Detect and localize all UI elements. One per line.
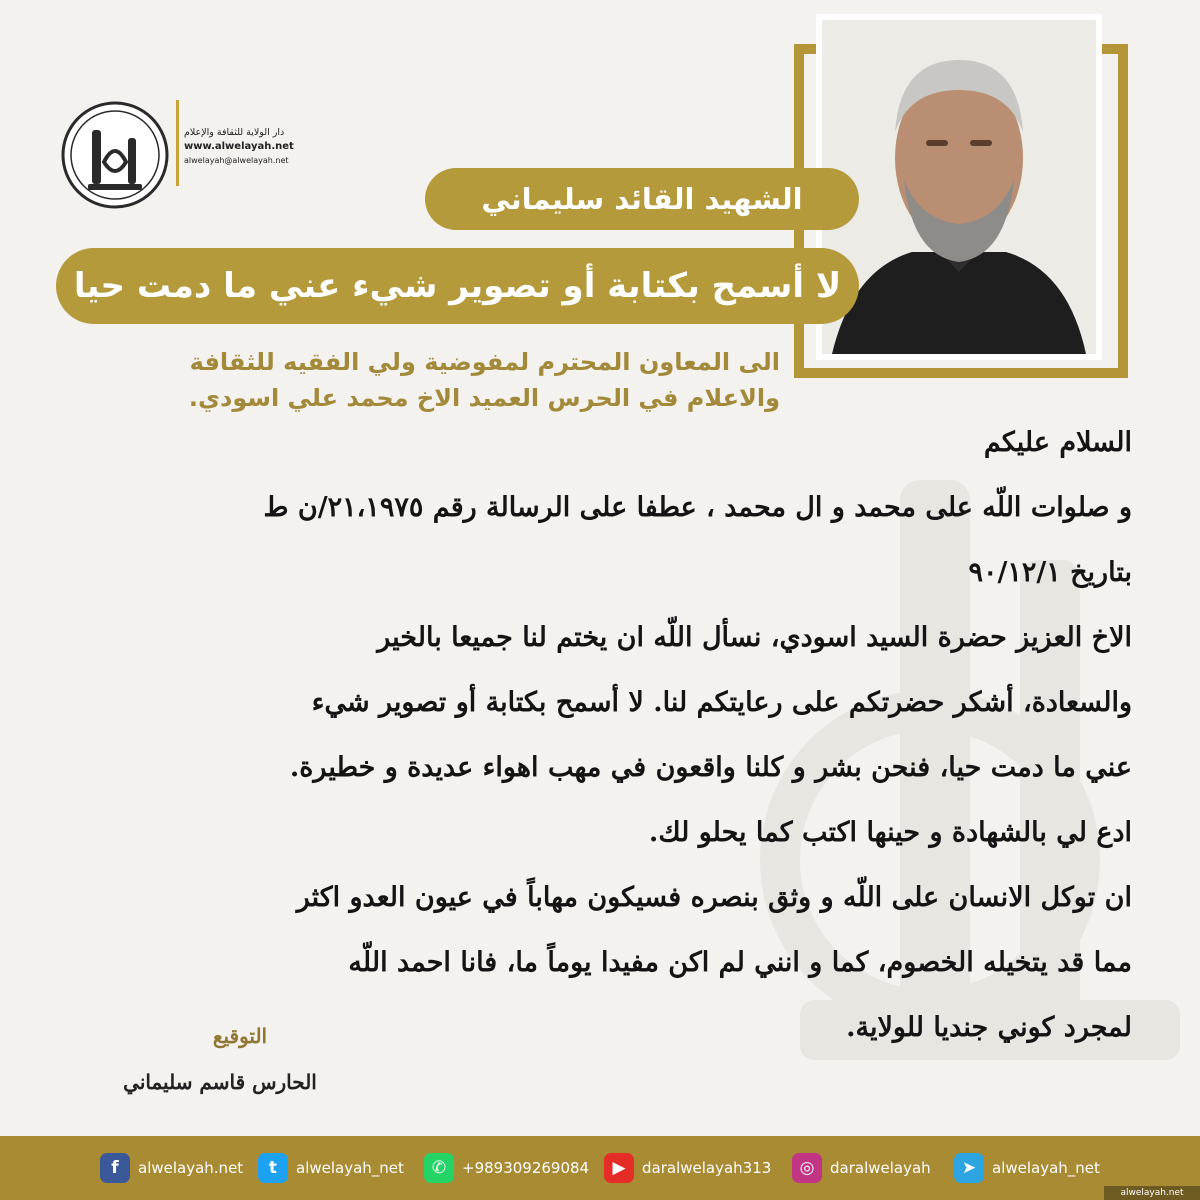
social-label[interactable]: alwelayah_net [296, 1159, 404, 1177]
youtube-icon[interactable]: ▶ [604, 1153, 634, 1183]
letter-line: السلام عليكم [983, 427, 1132, 458]
facebook-icon[interactable]: f [100, 1153, 130, 1183]
signature-label: التوقيع [212, 1024, 268, 1048]
letter-line: و صلوات اللّه على محمد و ال محمد ، عطفا على الرسالة رقم ٢١،١٩٧٥/ن ط [263, 492, 1132, 523]
social-telegram[interactable] [954, 1150, 1100, 1186]
addressee-line: والاعلام في الحرس العميد الاخ محمد علي اسودي. [188, 384, 780, 412]
social-label[interactable]: daralwelayah [830, 1159, 931, 1177]
page-title: الشهيد القائد سليماني [425, 168, 859, 230]
headline-quote: لا أسمح بكتابة أو تصوير شيء عني ما دمت حيا [56, 248, 859, 324]
letter-body [92, 410, 1132, 1060]
social-label[interactable]: +989309269084 [462, 1159, 590, 1177]
brand-website: www.alwelayah.net [184, 141, 294, 152]
brand-info [184, 126, 304, 168]
social-youtube[interactable] [604, 1150, 771, 1186]
brand-logo [60, 100, 170, 210]
letter-line: لمجرد كوني جنديا للولاية. [846, 1012, 1132, 1043]
social-twitter[interactable] [258, 1150, 404, 1186]
letter-line: عني ما دمت حيا، فنحن بشر و كلنا واقعون في مهب اهواء عديدة و خطيرة. [289, 752, 1132, 783]
twitter-icon[interactable]: t [258, 1153, 288, 1183]
instagram-icon[interactable]: ◎ [792, 1153, 822, 1183]
addressee-line: الى المعاون المحترم لمفوضية ولي الفقيه للثقافة [189, 348, 780, 376]
telegram-icon[interactable]: ➤ [954, 1153, 984, 1183]
letter-line: الاخ العزيز حضرة السيد اسودي، نسأل اللّه ان يختم لنا جميعا بالخير [377, 622, 1132, 653]
social-label[interactable]: alwelayah.net [138, 1159, 244, 1177]
portrait-photo [816, 14, 1102, 360]
letter-line: ادع لي بالشهادة و حينها اكتب كما يحلو لك. [648, 817, 1132, 848]
site-credit: alwelayah.net [1104, 1186, 1200, 1200]
letter-line: ان توكل الانسان على اللّه و وثق بنصره فسيكون مهاباً في عيون العدو اكثر [296, 882, 1132, 913]
logo-divider [176, 100, 179, 186]
letter-line: مما قد يتخيله الخصوم، كما و انني لم اكن مفيدا يوماً ما، فانا احمد اللّه [348, 947, 1132, 978]
brand-email: alwelayah@alwelayah.net [184, 156, 289, 165]
social-whatsapp[interactable] [424, 1150, 589, 1186]
letter-line: والسعادة، أشكر حضرتكم على رعايتكم لنا. لا أسمح بكتابة أو تصوير شيء [311, 687, 1132, 718]
addressee [70, 344, 780, 416]
social-instagram[interactable] [792, 1150, 931, 1186]
social-label[interactable]: alwelayah_net [992, 1159, 1100, 1177]
signature-name: الحارس قاسم سليماني [123, 1070, 317, 1094]
portrait-image [822, 20, 1096, 354]
social-label[interactable]: daralwelayah313 [642, 1159, 772, 1177]
brand-name: دار الولاية للثقافة والإعلام [184, 127, 285, 138]
whatsapp-icon[interactable]: ✆ [424, 1153, 454, 1183]
social-facebook[interactable] [100, 1150, 243, 1186]
letter-line: بتاريخ ٩٠/١٢/١ [968, 557, 1132, 588]
